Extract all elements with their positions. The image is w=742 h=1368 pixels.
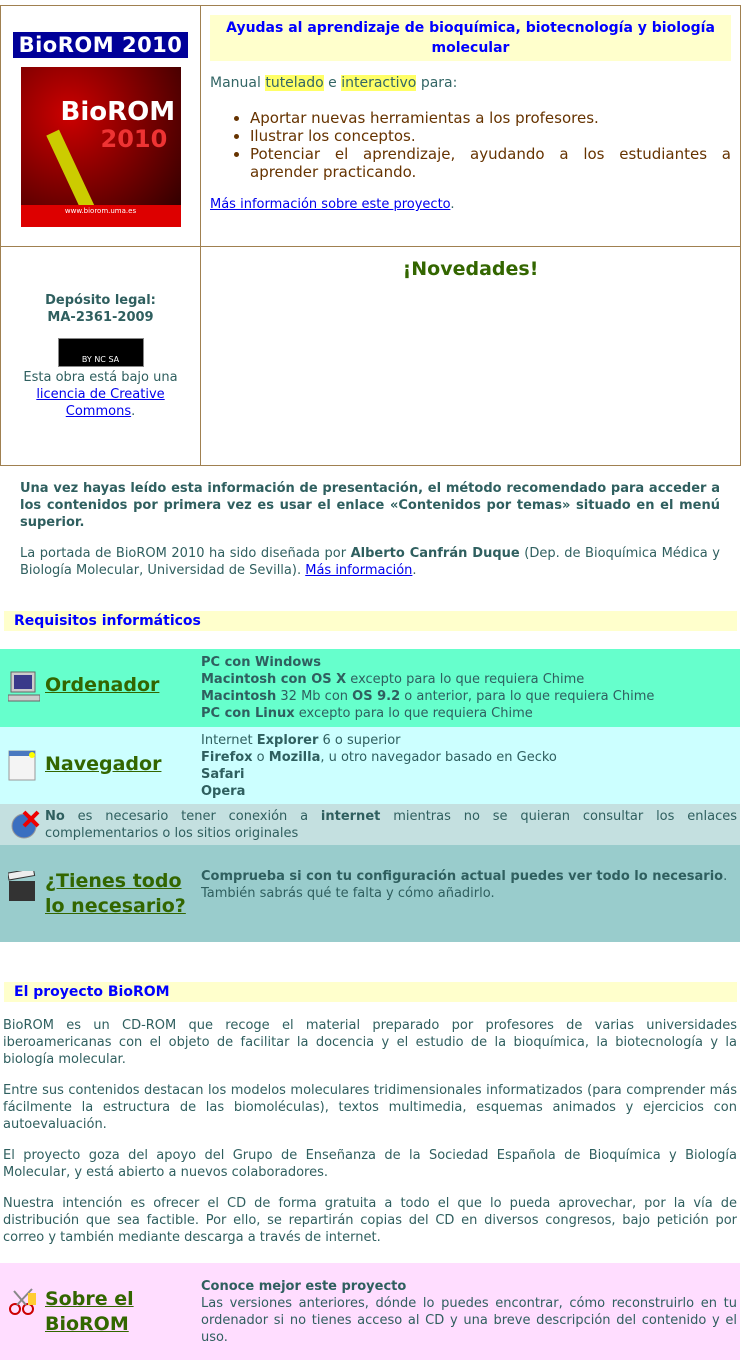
requirements-header: Requisitos informáticos	[4, 611, 737, 631]
project-header: El proyecto BioROM	[4, 982, 737, 1002]
list-item: • Aportar nuevas herramientas a los profesores.	[250, 109, 731, 127]
goals-list	[202, 109, 731, 181]
project-description: BioROM es un CD-ROM que recoge el material preparado por profesores de varias universidades iberoamericanas con el objeto de facilitar la docencia y el estudio de la bioquímica, la biotecnología y la biología molecular. Entre sus contenidos destacan los modelos moleculares tridimensionales informatizados (para comprender más fácilmente la estructura de las biomoléculas), textos multimedia, esquemas animados y ejercicios con autoevaluación. El proyecto goza del apoyo del Grupo de Enseñanza de la Sociedad Española de Bioquímica y Biología Molecular, y está abierto a nuevos colaboradores. Nuestra intención es ofrecer el CD de forma gratuita a todo el que lo pueda aprovechar, por la vía de distribución que sea factible. Por ello, se repartirán copias del CD en diversos congresos, bajo petición por correo y también mediante descarga a través de internet.	[3, 1018, 737, 1245]
check-row: ¿Tienes todo lo necesario? Comprueba si con tu configuración actual puedes ver todo lo necesario. También sabrás qué te falta y cómo añadirlo.	[0, 845, 740, 942]
scissors-icon	[8, 1287, 38, 1317]
header-table: BioROM 2010 BioROM 2010 www.biorom.uma.es Ayudas al aprendizaje de bioquímica, biotecnología y biología molecular Manual tutelado e interactivo para: • Aportar nuevas herramientas a los profesores. • Ilustrar los conceptos. • Potenciar el aprendizaje, ayudando a los estudiantes a aprender practicando. Más información sobre este proyecto. Depósito legal: MA-2361-2009 BY NC SA Esta obra está bajo una licencia de Creative Commons. ¡Novedades!	[0, 5, 741, 466]
news-title: ¡Novedades!	[402, 258, 539, 280]
list-item: • Ilustrar los conceptos.	[250, 127, 731, 145]
no-internet-icon	[10, 809, 40, 839]
site-logo: BioROM 2010	[13, 32, 189, 58]
computer-link[interactable]: Ordenador	[45, 674, 160, 696]
intro-section: Una vez hayas leído esta información de presentación, el método recomendado para acceder a los contenidos por primera vez es usar el enlace «Contenidos por temas» situado en el menú superior. La portada de BioROM 2010 ha sido diseñada por Alberto Canfrán Duque (Dep. de Bioquímica Médica y Biología Molecular, Universidad de Sevilla). Más información.	[20, 481, 720, 578]
cc-license-badge[interactable]: BY NC SA	[58, 338, 144, 367]
legal-code: MA-2361-2009	[47, 310, 154, 325]
manual-intro: Manual tutelado e interactivo para:	[210, 75, 458, 91]
cover-image: BioROM 2010 www.biorom.uma.es	[21, 67, 181, 227]
page-title: Ayudas al aprendizaje de bioquímica, biotecnología y biología molecular	[210, 15, 731, 61]
browser-window-icon	[8, 750, 38, 782]
cc-license-link[interactable]: licencia de Creative Commons	[36, 387, 165, 419]
more-info-link[interactable]: Más información sobre este proyecto	[210, 197, 451, 212]
list-item: • Potenciar el aprendizaje, ayudando a los estudiantes a aprender practicando.	[250, 145, 731, 181]
computer-icon	[8, 671, 40, 705]
legal-label: Depósito legal:	[45, 293, 156, 308]
computer-row: Ordenador PC con Windows Macintosh con OS X excepto para lo que requiera Chime Macintosh 32 Mb con OS 9.2 o anterior, para lo que requiera Chime PC con Linux excepto para lo que requiera Chime	[0, 649, 740, 727]
browser-row: Navegador Internet Explorer 6 o superior Firefox o Mozilla, u otro navegador basado en Gecko Safari Opera	[0, 727, 740, 804]
browser-link[interactable]: Navegador	[45, 753, 162, 775]
check-requirements-link[interactable]: ¿Tienes todo lo necesario?	[45, 870, 186, 917]
clapperboard-icon	[8, 871, 38, 903]
about-biorom-link[interactable]: Sobre el BioROM	[45, 1288, 134, 1335]
about-row: Sobre el BioROM Conoce mejor este proyecto Las versiones anteriores, dónde lo puedes encontrar, cómo reconstruirlo en tu ordenador si no tienes acceso al CD y una breve descripción del contenido y el uso.	[0, 1263, 740, 1360]
cover-more-info-link[interactable]: Más información	[305, 563, 413, 578]
internet-row: No es necesario tener conexión a internet mientras no se quieran consultar los enlaces complementarios o los sitios originales	[0, 804, 740, 845]
